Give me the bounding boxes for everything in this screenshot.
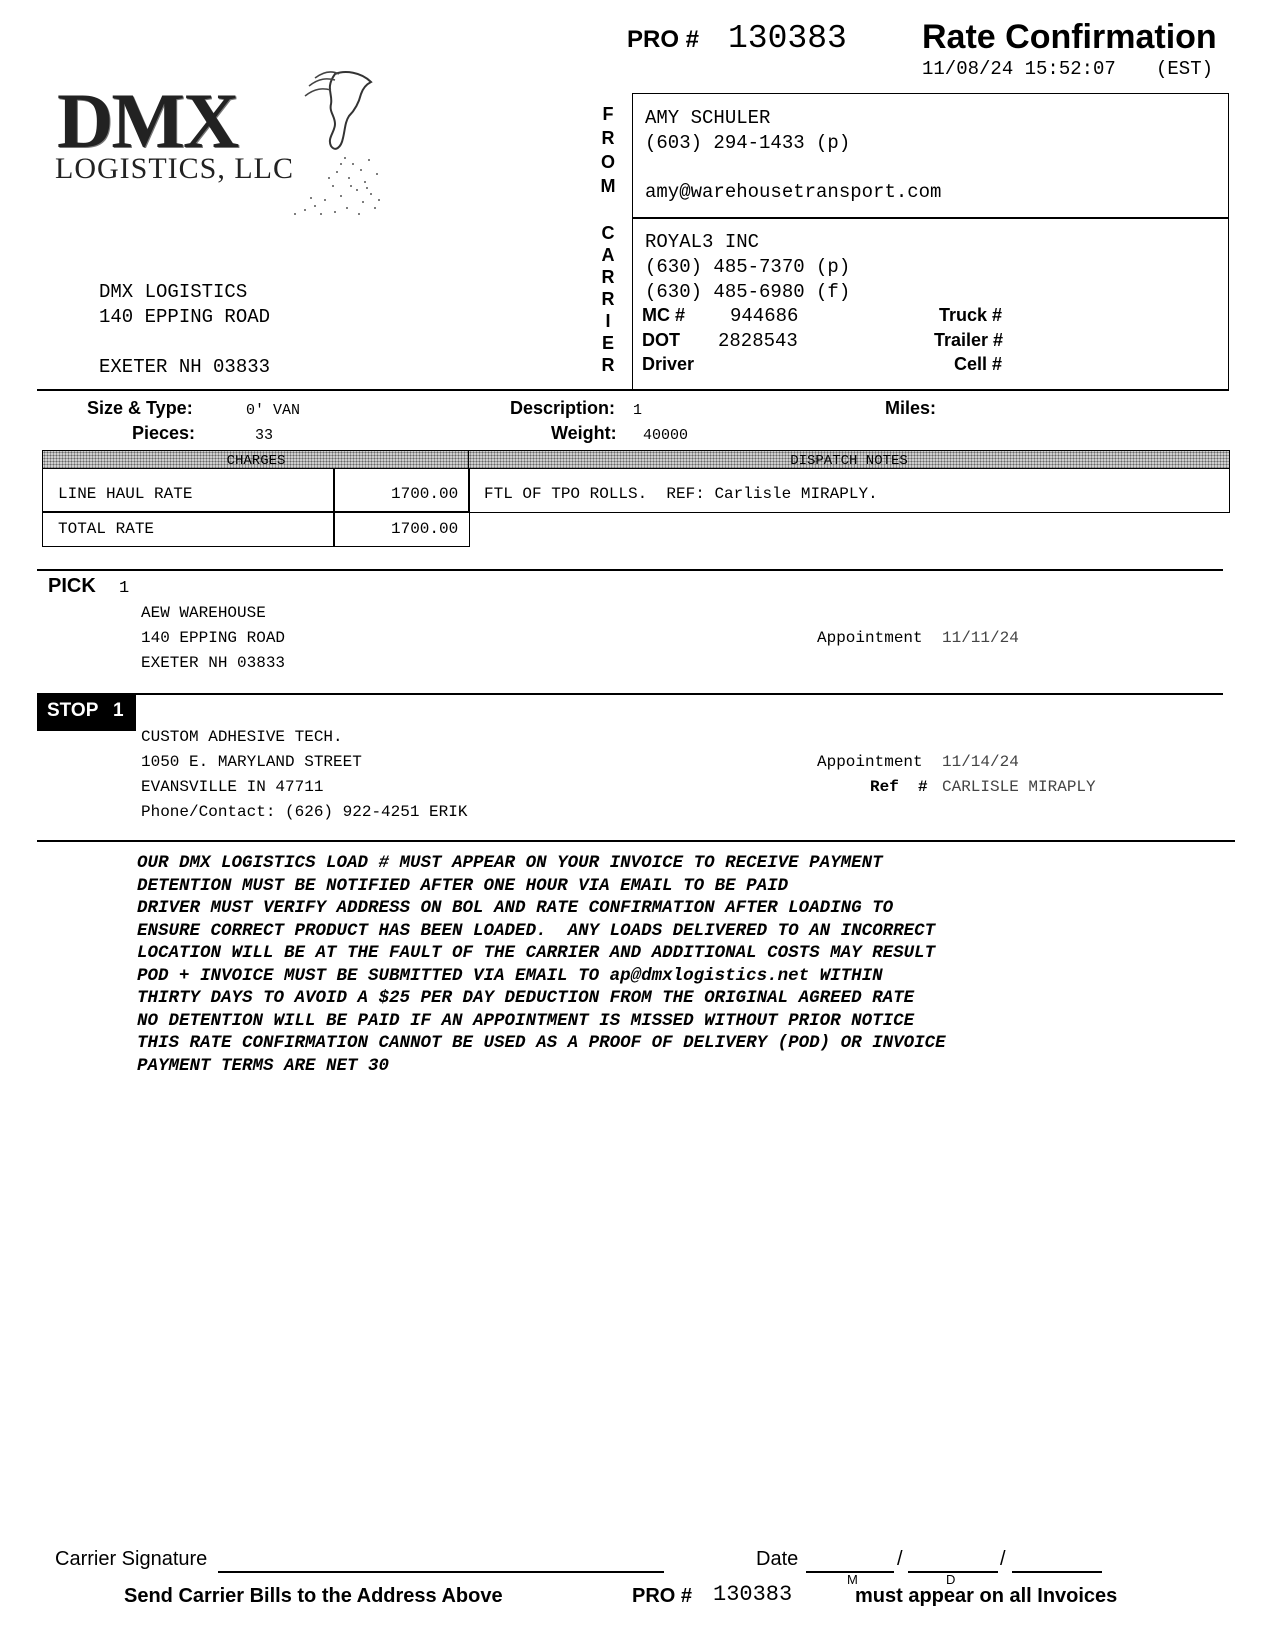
stop-divider bbox=[37, 693, 1223, 695]
stop-appointment-date: 11/14/24 bbox=[942, 753, 1019, 771]
terms-line: DETENTION MUST BE NOTIFIED AFTER ONE HOUR VIA EMAIL TO BE PAID bbox=[137, 875, 789, 896]
terms-line: OUR DMX LOGISTICS LOAD # MUST APPEAR ON YOUR INVOICE TO RECEIVE PAYMENT bbox=[137, 853, 883, 873]
carrier-letter: I bbox=[605, 311, 611, 331]
date-year-field[interactable] bbox=[1012, 1571, 1102, 1573]
from-vertical-label bbox=[598, 102, 618, 198]
horse-icon bbox=[275, 68, 385, 218]
charges-header bbox=[42, 450, 470, 469]
dispatch-note: FTL OF TPO ROLLS. REF: Carlisle MIRAPLY. bbox=[484, 485, 878, 503]
dot-label: DOT bbox=[642, 330, 680, 350]
carrier-letter: A bbox=[601, 245, 615, 265]
from-phone: (603) 294-1433 (p) bbox=[645, 132, 851, 154]
stop-number: 1 bbox=[113, 700, 124, 721]
terms-line: THIRTY DAYS TO AVOID A $25 PER DAY DEDUCTION FROM THE ORIGINAL AGREED RATE bbox=[137, 988, 915, 1008]
terms-line: THIS RATE CONFIRMATION CANNOT BE USED AS A PROOF OF DELIVERY (POD) OR INVOICE bbox=[137, 1033, 946, 1053]
logo-text-logistics: LOGISTICS, LLC bbox=[55, 152, 294, 185]
logo-text-dmx: DMX bbox=[57, 77, 238, 164]
carrier-vertical-label bbox=[598, 222, 618, 376]
trailer-label: Trailer # bbox=[934, 330, 1004, 350]
send-bills-note: Send Carrier Bills to the Address Above bbox=[124, 1585, 503, 1607]
size-type-label: Size & Type: bbox=[87, 398, 193, 418]
date-month-caption: M bbox=[847, 1572, 858, 1587]
from-letter: F bbox=[602, 104, 614, 124]
company-city: EXETER NH 03833 bbox=[99, 356, 271, 378]
timestamp: 11/08/24 15:52:07 bbox=[922, 58, 1116, 80]
terms-line: PAYMENT TERMS ARE NET 30 bbox=[137, 1055, 390, 1076]
must-appear-note: must appear on all Invoices bbox=[855, 1585, 1118, 1607]
company-street: 140 EPPING ROAD bbox=[99, 306, 271, 328]
stop-city: EVANSVILLE IN 47711 bbox=[141, 778, 324, 796]
from-email: amy@warehousetransport.com bbox=[645, 181, 942, 203]
charge-amount: 1700.00 bbox=[391, 485, 459, 503]
pick-city: EXETER NH 03833 bbox=[141, 654, 286, 672]
weight-label: Weight: bbox=[551, 423, 617, 443]
timezone: (EST) bbox=[1156, 58, 1214, 80]
pieces-value: 33 bbox=[255, 427, 274, 444]
carrier-letter: R bbox=[601, 355, 615, 375]
pick-label: PICK bbox=[48, 575, 96, 597]
terms-divider bbox=[37, 840, 1235, 842]
description-label: Description: bbox=[510, 398, 616, 418]
terms-line: POD + INVOICE MUST BE SUBMITTED VIA EMAIL TO ap@dmxlogistics.net WITHIN bbox=[137, 965, 883, 986]
pro-number: 130383 bbox=[728, 20, 847, 57]
stop-ref-label: Ref # bbox=[870, 778, 928, 796]
date-separator: / bbox=[1000, 1548, 1006, 1570]
weight-value: 40000 bbox=[643, 427, 689, 444]
description-value: 1 bbox=[633, 402, 643, 419]
charge-amount: 1700.00 bbox=[391, 520, 459, 538]
carrier-signature-field[interactable] bbox=[218, 1571, 664, 1573]
pick-number: 1 bbox=[119, 579, 130, 598]
charge-label: TOTAL RATE bbox=[58, 520, 155, 538]
header-divider bbox=[37, 389, 1229, 391]
terms-block bbox=[137, 852, 1237, 1077]
footer-pro-number: 130383 bbox=[713, 1582, 793, 1607]
size-type-value: 0' VAN bbox=[246, 402, 301, 419]
charges-header-label: CHARGES bbox=[226, 453, 286, 469]
cell-label: Cell # bbox=[954, 354, 1003, 374]
terms-line: ENSURE CORRECT PRODUCT HAS BEEN LOADED. ANY LOADS DELIVERED TO AN INCORRECT bbox=[137, 920, 936, 941]
stop-name: CUSTOM ADHESIVE TECH. bbox=[141, 728, 343, 746]
pick-name: AEW WAREHOUSE bbox=[141, 604, 266, 622]
carrier-letter: R bbox=[601, 267, 615, 287]
from-letter: M bbox=[600, 176, 616, 196]
from-letter: R bbox=[601, 128, 615, 148]
pick-appointment-label: Appointment bbox=[817, 629, 923, 647]
terms-line: LOCATION WILL BE AT THE FAULT OF THE CARRIER AND ADDITIONAL COSTS MAY RESULT bbox=[137, 943, 936, 963]
mc-label: MC # bbox=[642, 305, 686, 325]
dispatch-header-label: DISPATCH NOTES bbox=[790, 453, 908, 469]
dispatch-header bbox=[468, 450, 1230, 469]
miles-label: Miles: bbox=[885, 398, 937, 418]
pick-street: 140 EPPING ROAD bbox=[141, 629, 286, 647]
carrier-signature-label: Carrier Signature bbox=[55, 1548, 208, 1570]
carrier-phone: (630) 485-7370 (p) bbox=[645, 256, 851, 278]
charges-column-divider bbox=[333, 468, 335, 547]
carrier-fax: (630) 485-6980 (f) bbox=[645, 281, 851, 303]
carrier-letter: C bbox=[601, 223, 615, 243]
page-title: Rate Confirmation bbox=[922, 18, 1217, 56]
from-letter: O bbox=[600, 152, 615, 172]
truck-label: Truck # bbox=[939, 305, 1003, 325]
stop-label: STOP bbox=[47, 700, 99, 721]
dot-number: 2828543 bbox=[718, 330, 798, 352]
stop-street: 1050 E. MARYLAND STREET bbox=[141, 753, 362, 771]
terms-line: NO DETENTION WILL BE PAID IF AN APPOINTMENT IS MISSED WITHOUT PRIOR NOTICE bbox=[137, 1010, 915, 1031]
pieces-label: Pieces: bbox=[132, 423, 196, 443]
stop-ref-value: CARLISLE MIRAPLY bbox=[942, 778, 1096, 796]
date-day-caption: D bbox=[946, 1572, 956, 1587]
footer-pro-label: PRO # bbox=[632, 1585, 693, 1607]
driver-label: Driver bbox=[642, 354, 695, 374]
carrier-letter: R bbox=[601, 289, 615, 309]
company-name: DMX LOGISTICS bbox=[99, 281, 248, 303]
pro-label: PRO # bbox=[627, 26, 700, 53]
from-name: AMY SCHULER bbox=[645, 107, 771, 129]
stop-contact: Phone/Contact: (626) 922-4251 ERIK bbox=[141, 803, 468, 821]
mc-number: 944686 bbox=[730, 305, 799, 327]
carrier-letter: E bbox=[601, 333, 614, 353]
carrier-name: ROYAL3 INC bbox=[645, 231, 760, 253]
stop-appointment-label: Appointment bbox=[817, 753, 923, 771]
terms-line: DRIVER MUST VERIFY ADDRESS ON BOL AND RATE CONFIRMATION AFTER LOADING TO bbox=[137, 898, 894, 918]
charge-label: LINE HAUL RATE bbox=[58, 485, 193, 503]
date-separator: / bbox=[897, 1548, 903, 1570]
company-logo bbox=[55, 68, 385, 218]
pick-divider bbox=[37, 569, 1223, 571]
date-label: Date bbox=[756, 1548, 799, 1570]
pick-appointment-date: 11/11/24 bbox=[942, 629, 1019, 647]
